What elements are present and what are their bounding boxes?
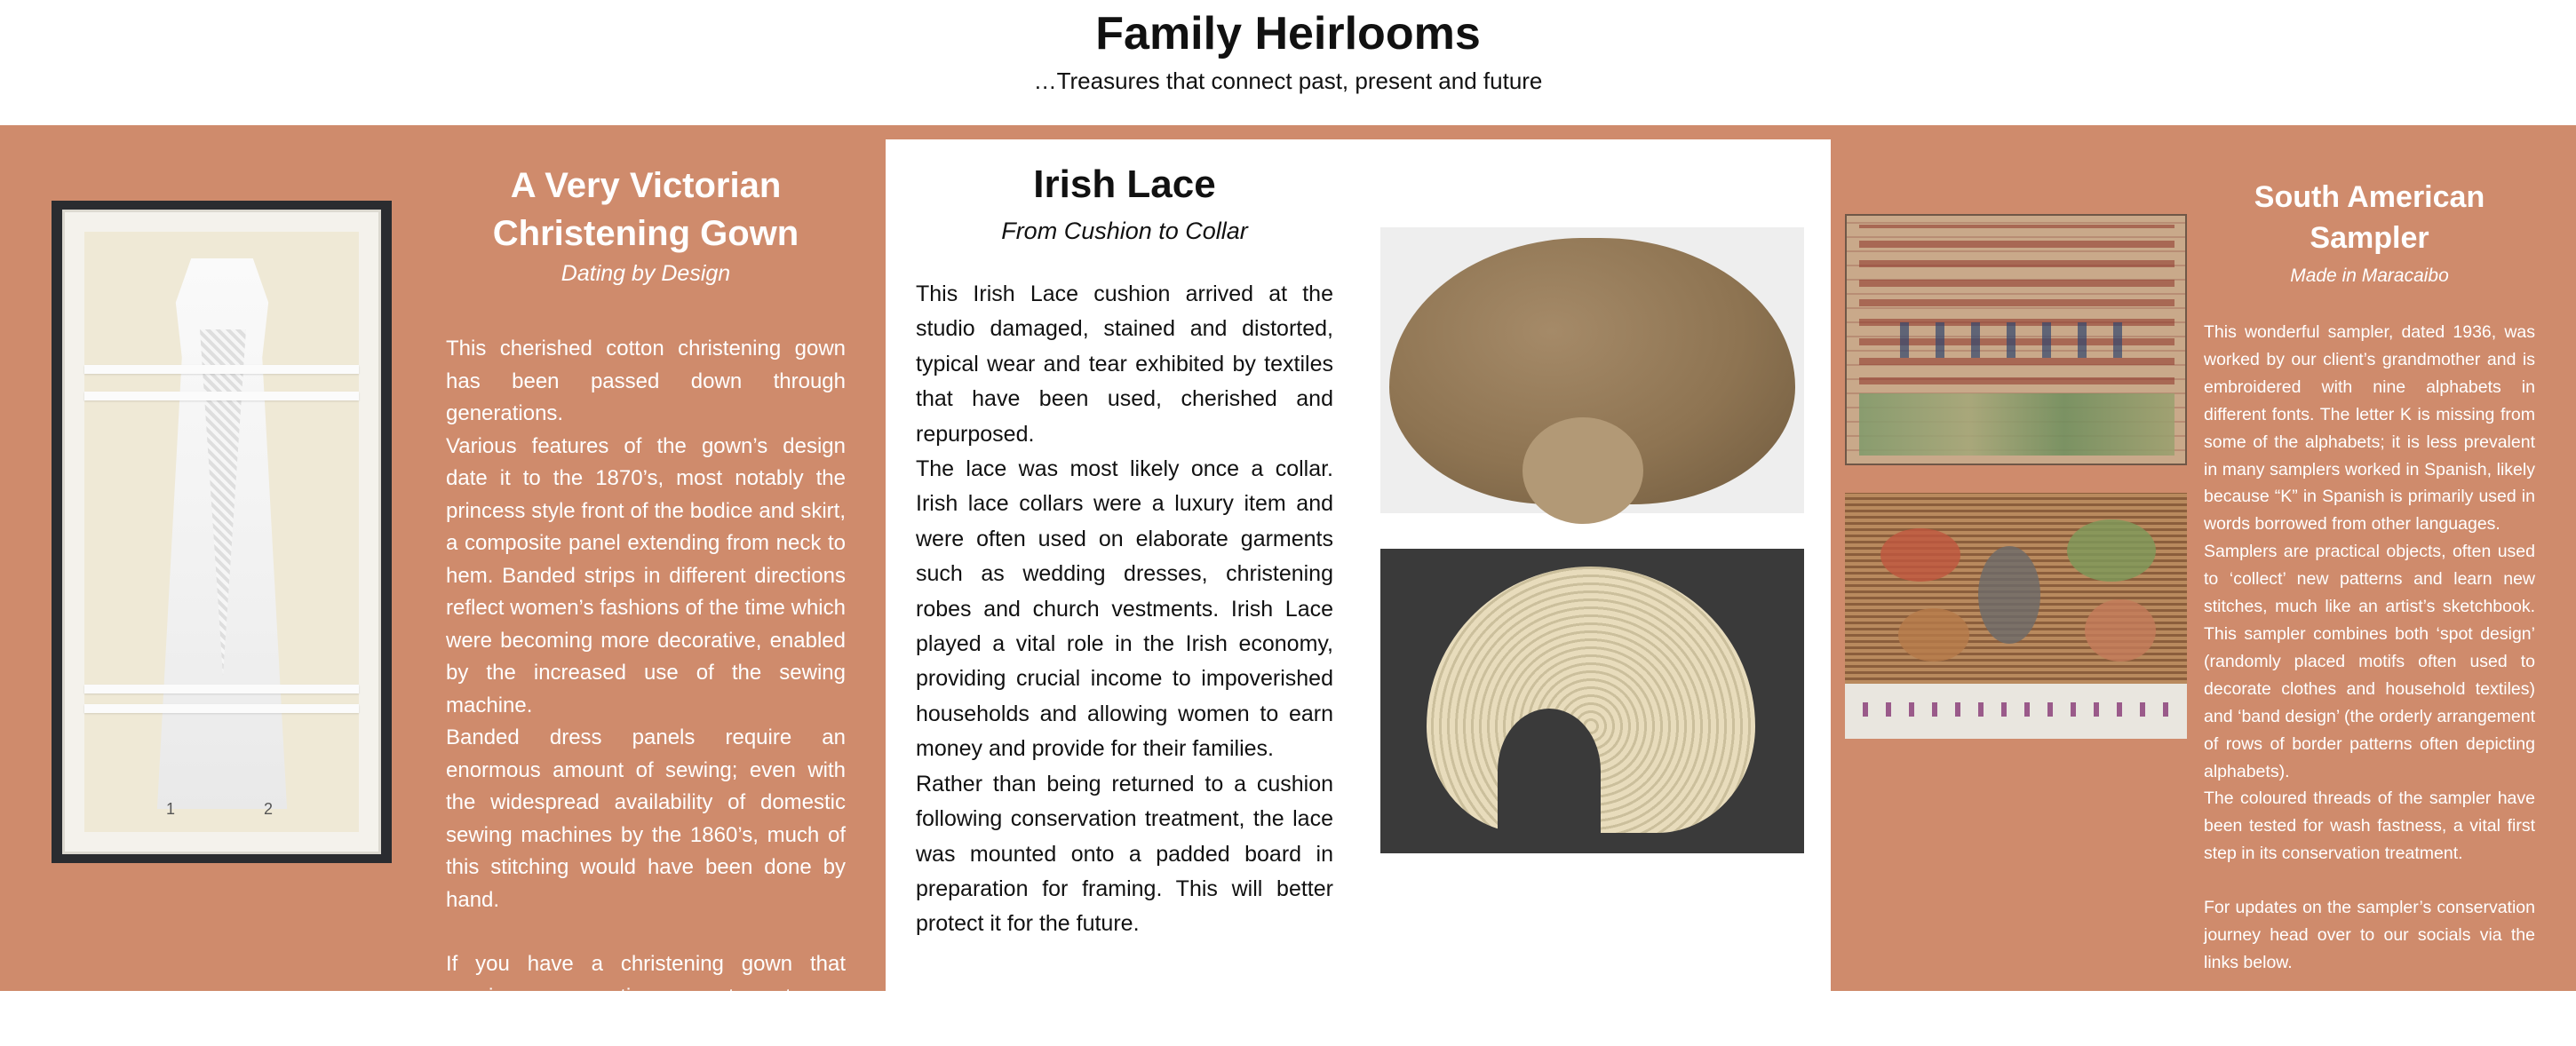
paragraph: The lace was most likely once a collar. Irish lace collars were a luxury item and were often used on elaborate garments such as wedding dresses, christening robes and church vestments. Irish Lace played a vital role in the Irish economy, providing crucial income to impoverished households and allowing women to earn money and provide for their families. [916, 456, 1333, 762]
paragraph: For updates on the sampler’s conservation journey head over to our socials via the links below. [2204, 898, 2535, 972]
gown-band-strip [84, 392, 359, 400]
section-body [916, 277, 1333, 942]
gown-band-strip [84, 685, 359, 693]
photo-label-1: 1 [166, 800, 176, 818]
sampler-alphabet-photo [1845, 214, 2187, 465]
floral-border [1859, 393, 2174, 456]
section-tagline: Dating by Design [561, 261, 731, 286]
section-tagline: From Cushion to Collar [1001, 218, 1248, 244]
section-body [2204, 319, 2535, 977]
paragraph: The coloured threads of the sampler have been tested for wash fastness, a vital first step in its conservation treatment. [2204, 788, 2535, 864]
alphabet-rows [1859, 225, 2174, 384]
paragraph: If you have a christening gown that requires conservation or custom storage get in touch! [446, 952, 846, 1041]
lace-cushion-photo [1380, 227, 1804, 513]
paragraph: Various features of the gown’s design date it to the 1870’s, most notably the princess style front of the bodice and skirt, a composite panel extending from neck to hem. Banded strips in different directions reflect women’s fashions of the time which were becoming more decorative, enabled by the increased use of the sewing machine. [446, 433, 846, 717]
paragraph: Banded dress panels require an enormous amount of sewing; even with the widespread availability of domestic sewing machines by the 1860’s, much of this stitching would have been done by hand. [446, 725, 846, 912]
paragraph: This cherished cotton christening gown has been passed down through generations. [446, 337, 846, 425]
section-title: Irish Lace [1033, 162, 1216, 206]
christening-gown-photo [52, 201, 392, 863]
gown-band-strip [84, 365, 359, 374]
paragraph: Samplers are practical objects, often used to ‘collect’ new patterns and learn new stitches, much like an artist’s sketchbook. This sampler combines both ‘spot design’ (randomly placed motifs often used to decorate clothes and household textiles) and ‘band design’ (the orderly arrangement of rows of border patterns often depicting alphabets). [2204, 542, 2535, 781]
section-tagline: Made in Maracaibo [2290, 265, 2449, 286]
page-title: Family Heirlooms [1095, 8, 1481, 59]
paragraph: This Irish Lace cushion arrived at the studio damaged, stained and distorted, typical wear and tear exhibited by textiles that have been used, cherished and repurposed. [916, 281, 1333, 447]
sampler-section [2204, 177, 2535, 977]
page-header [0, 0, 2576, 126]
lace-collar-photo [1380, 549, 1804, 853]
storage-box [62, 210, 381, 854]
paragraph: Rather than being returned to a cushion following conservation treatment, the lace was mounted onto a padded board in preparation for framing. This will better protect it for the future. [916, 771, 1333, 937]
irish-lace-section [886, 139, 1831, 991]
section-title: South American Sampler [2254, 180, 2485, 255]
gown-band-strip [84, 704, 359, 713]
section-title: A Very Victorian Christening Gown [492, 166, 799, 253]
page-subtitle: …Treasures that connect past, present and future [1033, 67, 1543, 94]
christening-gown-section [446, 162, 846, 1046]
photo-label-2: 2 [264, 800, 274, 818]
section-body [446, 333, 846, 1046]
paragraph: This wonderful sampler, dated 1936, was worked by our client’s grandmother and is embroidered with nine alphabets in different fonts. The letter K is missing from some of the alphabets; it is less prevalent in many samplers worked in Spanish, likely because “K” in Spanish is primarily used in words borrowed from other languages. [2204, 322, 2535, 535]
sampler-detail-photo [1845, 493, 2187, 739]
